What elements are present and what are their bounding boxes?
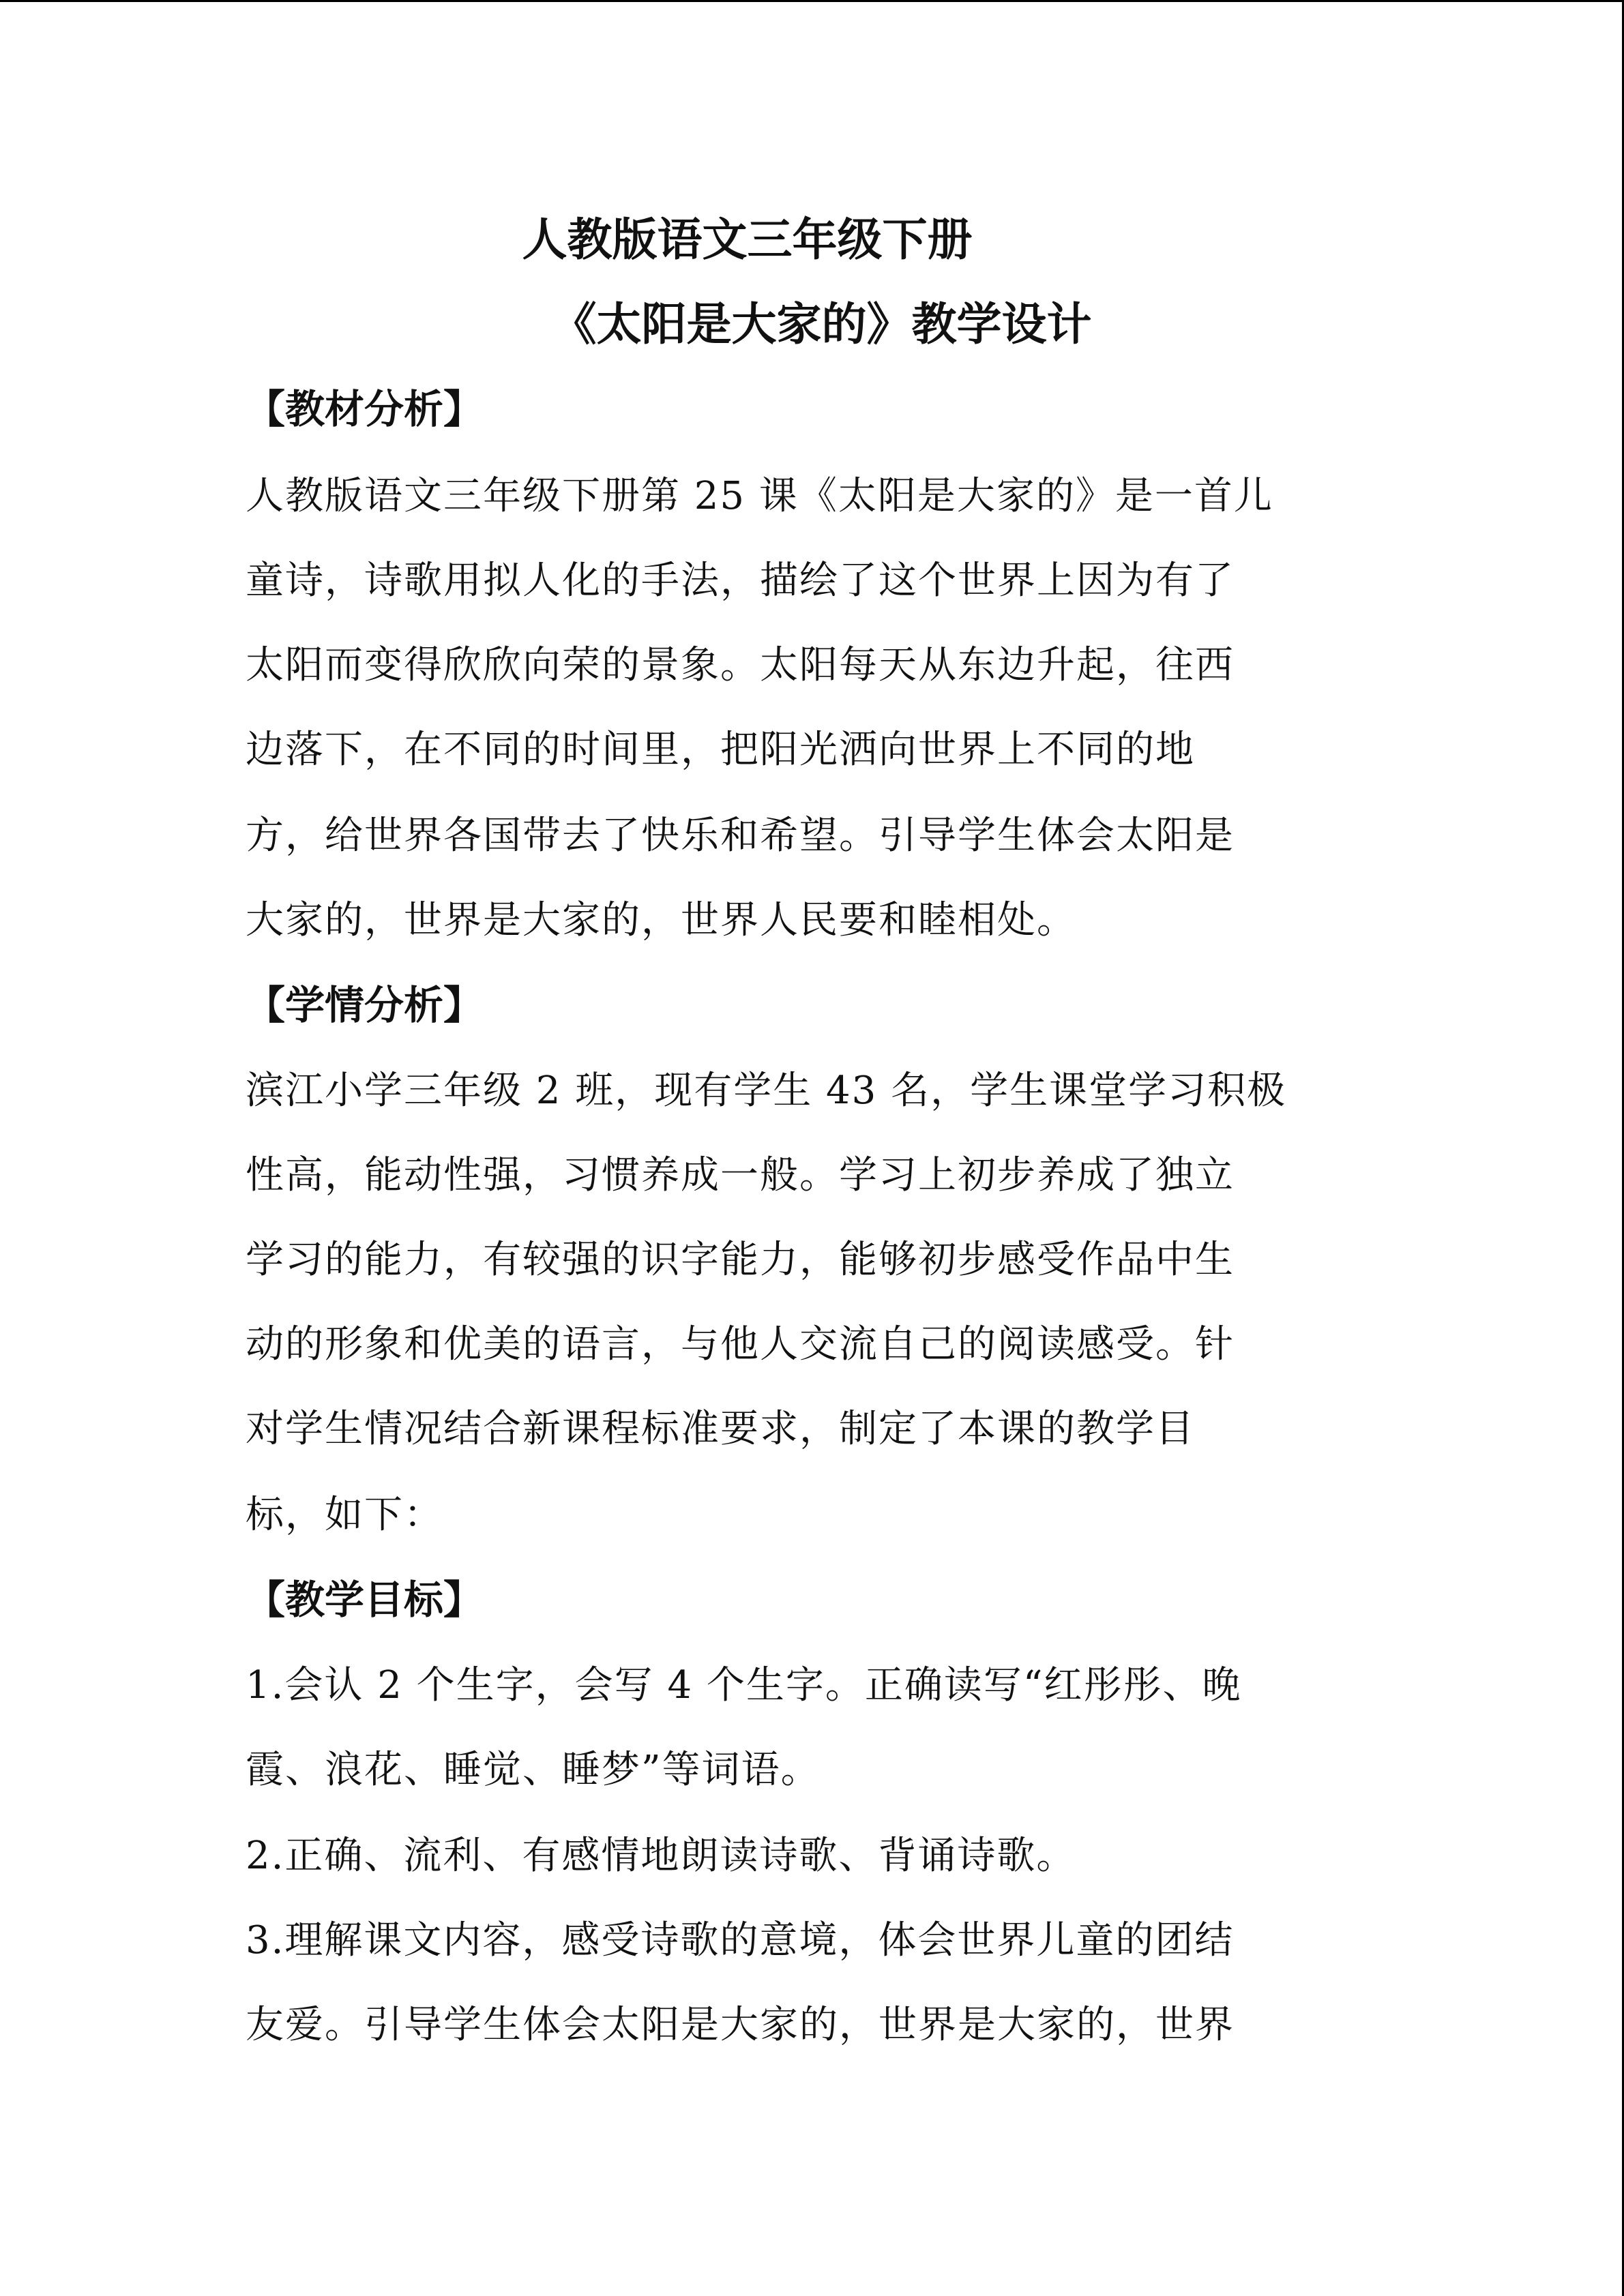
- section-heading-teaching-objectives: 【教学目标】: [246, 1577, 484, 1623]
- paragraph-line: 2.正确、流利、有感情地朗读诗歌、背诵诗歌。: [246, 1834, 1076, 1878]
- paragraph-line: 滨江小学三年级 2 班，现有学生 43 名，学生课堂学习积极: [246, 1069, 1287, 1113]
- paragraph-line: 太阳而变得欣欣向荣的景象。太阳每天从东边升起，往西: [246, 643, 1235, 687]
- document-title-line-1: 人教版语文三年级下册: [522, 213, 973, 266]
- paragraph-line: 人教版语文三年级下册第 25 课《太阳是大家的》是一首儿: [246, 474, 1273, 518]
- paragraph-line: 动的形象和优美的语言，与他人交流自己的阅读感受。针: [246, 1322, 1235, 1367]
- paragraph-line: 方，给世界各国带去了快乐和希望。引导学生体会太阳是: [246, 814, 1235, 858]
- paragraph-line: 边落下，在不同的时间里，把阳光洒向世界上不同的地: [246, 728, 1195, 772]
- paragraph-line: 3.理解课文内容，感受诗歌的意境，体会世界儿童的团结: [246, 1918, 1235, 1963]
- paragraph-line: 性高，能动性强，习惯养成一般。学习上初步养成了独立: [246, 1153, 1235, 1197]
- paragraph-line: 对学生情况结合新课程标准要求，制定了本课的教学目: [246, 1407, 1195, 1451]
- document-title-line-2: 《太阳是大家的》教学设计: [551, 298, 1092, 351]
- paragraph-line: 1.会认 2 个生字，会写 4 个生字。正确读写“红彤彤、晚: [246, 1663, 1242, 1708]
- paragraph-line: 学习的能力，有较强的识字能力，能够初步感受作品中生: [246, 1238, 1235, 1282]
- paragraph-line: 友爱。引导学生体会太阳是大家的，世界是大家的，世界: [246, 2003, 1235, 2047]
- page-top-border: [0, 0, 1624, 2]
- paragraph-line: 大家的，世界是大家的，世界人民要和睦相处。: [246, 898, 1076, 942]
- paragraph-line: 童诗，诗歌用拟人化的手法，描绘了这个世界上因为有了: [246, 558, 1235, 603]
- section-heading-textbook-analysis: 【教材分析】: [246, 386, 484, 432]
- paragraph-line: 标，如下：: [246, 1493, 443, 1537]
- paragraph-line: 霞、浪花、睡觉、睡梦”等词语。: [246, 1748, 821, 1792]
- section-heading-student-analysis: 【学情分析】: [246, 982, 484, 1028]
